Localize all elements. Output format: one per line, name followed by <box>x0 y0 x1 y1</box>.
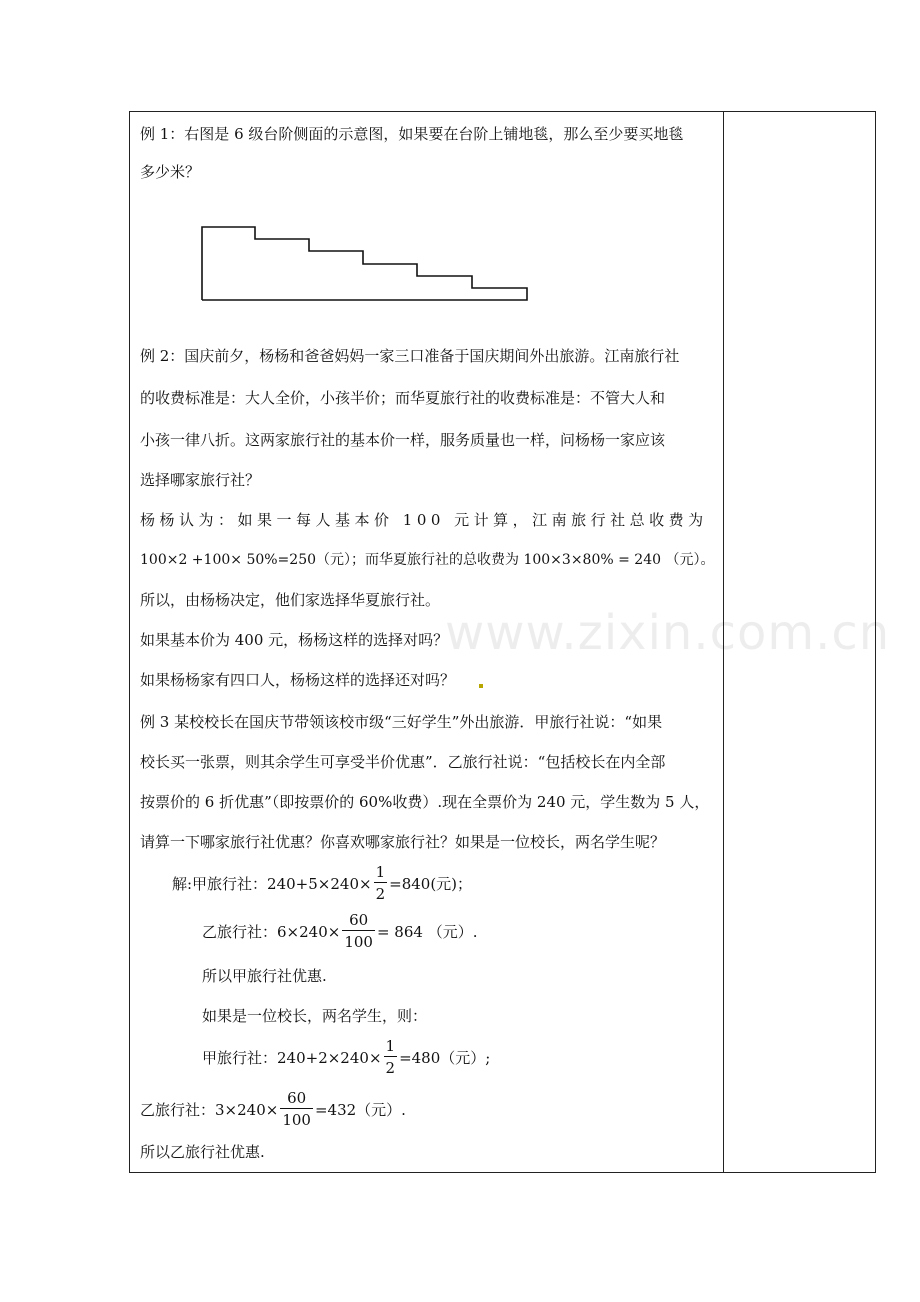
ex3-line1: 例 3 某校校长在国庆节带领该校市级“三好学生”外出旅游．甲旅行社说：“如果 <box>140 713 663 731</box>
ex2-line1: 例 2：国庆前夕，杨杨和爸爸妈妈一家三口准备于国庆期间外出旅游。江南旅行社 <box>140 347 680 365</box>
ex1-line2: 多少米？ <box>140 163 201 181</box>
fraction-numerator: 1 <box>375 863 386 881</box>
solution-step-3: 所以甲旅行社优惠. <box>202 967 327 985</box>
solution-step-1 <box>172 862 472 905</box>
ex2-line2: 的收费标准是：大人全价，小孩半价；而华夏旅行社的收费标准是：不管大人和 <box>140 389 666 407</box>
fraction-numerator: 60 <box>349 911 369 929</box>
ex3-line4: 请算一下哪家旅行社优惠？你喜欢哪家旅行社？如果是一位校长，两名学生呢？ <box>140 833 666 851</box>
fraction-sixty-hundredths <box>280 1088 313 1131</box>
fraction-numerator: 60 <box>287 1089 307 1107</box>
step5-expression: 甲旅行社：240+2×240× <box>202 1049 382 1067</box>
watermark-text: www.zixin.com.cn <box>445 605 891 661</box>
staircase-diagram <box>196 220 536 306</box>
solution-step-7: 所以乙旅行社优惠. <box>140 1143 265 1161</box>
ex2-line8: 如果基本价为 400 元，杨杨这样的选择对吗？ <box>140 631 449 649</box>
ex2-line7: 所以，由杨杨决定，他们家选择华夏旅行社。 <box>140 591 441 609</box>
ex2-line4: 选择哪家旅行社？ <box>140 471 261 489</box>
fraction-denominator: 2 <box>374 882 388 905</box>
step6-result: =432（元）. <box>314 1101 406 1119</box>
step2-expression: 乙旅行社：6×240× <box>202 923 341 941</box>
fraction-denominator: 100 <box>342 930 375 953</box>
ex2-line6: 100×2 +100× 50%=250（元）；而华夏旅行社的总收费为 100×3×80% = 240 （元）。 <box>140 552 715 568</box>
solution-step-4: 如果是一位校长，两名学生，则： <box>202 1007 428 1025</box>
solution-step-5 <box>202 1036 490 1079</box>
step5-result: =480（元）; <box>399 1049 491 1067</box>
step1-result: =840(元)； <box>389 875 473 893</box>
step2-result: = 864 （元）. <box>376 923 478 941</box>
fraction-denominator: 100 <box>280 1108 313 1131</box>
fraction-sixty-hundredths <box>342 910 375 953</box>
ex3-line3: 按票价的 6 折优惠”（即按票价的 60%收费）.现在全票价为 240 元，学生数为 5 人， <box>140 793 710 811</box>
ex2-line3: 小孩一律八折。这两家旅行社的基本价一样，服务质量也一样，问杨杨一家应该 <box>140 431 666 449</box>
fraction-denominator: 2 <box>384 1056 398 1079</box>
solution-step-2 <box>202 910 477 953</box>
fraction-one-half <box>374 862 388 905</box>
ink-dot <box>479 684 483 688</box>
ex1-line1: 例 1：右图是 6 级台阶侧面的示意图，如果要在台阶上铺地毯，那么至少要买地毯 <box>140 125 684 143</box>
ex3-line2: 校长买一张票，则其余学生可享受半价优惠”．乙旅行社说：“包括校长在内全部 <box>140 753 666 771</box>
fraction-numerator: 1 <box>385 1037 396 1055</box>
solution-step-6 <box>140 1088 406 1131</box>
step1-expression: 解:甲旅行社：240+5×240× <box>172 875 372 893</box>
fraction-one-half <box>384 1036 398 1079</box>
ex2-line5: 杨杨认为：如果一每人基本价 100 元计算，江南旅行社总收费为 <box>140 511 708 529</box>
ex2-line9: 如果杨杨家有四口人，杨杨这样的选择还对吗？ <box>140 671 456 689</box>
step6-expression: 乙旅行社：3×240× <box>140 1101 279 1119</box>
